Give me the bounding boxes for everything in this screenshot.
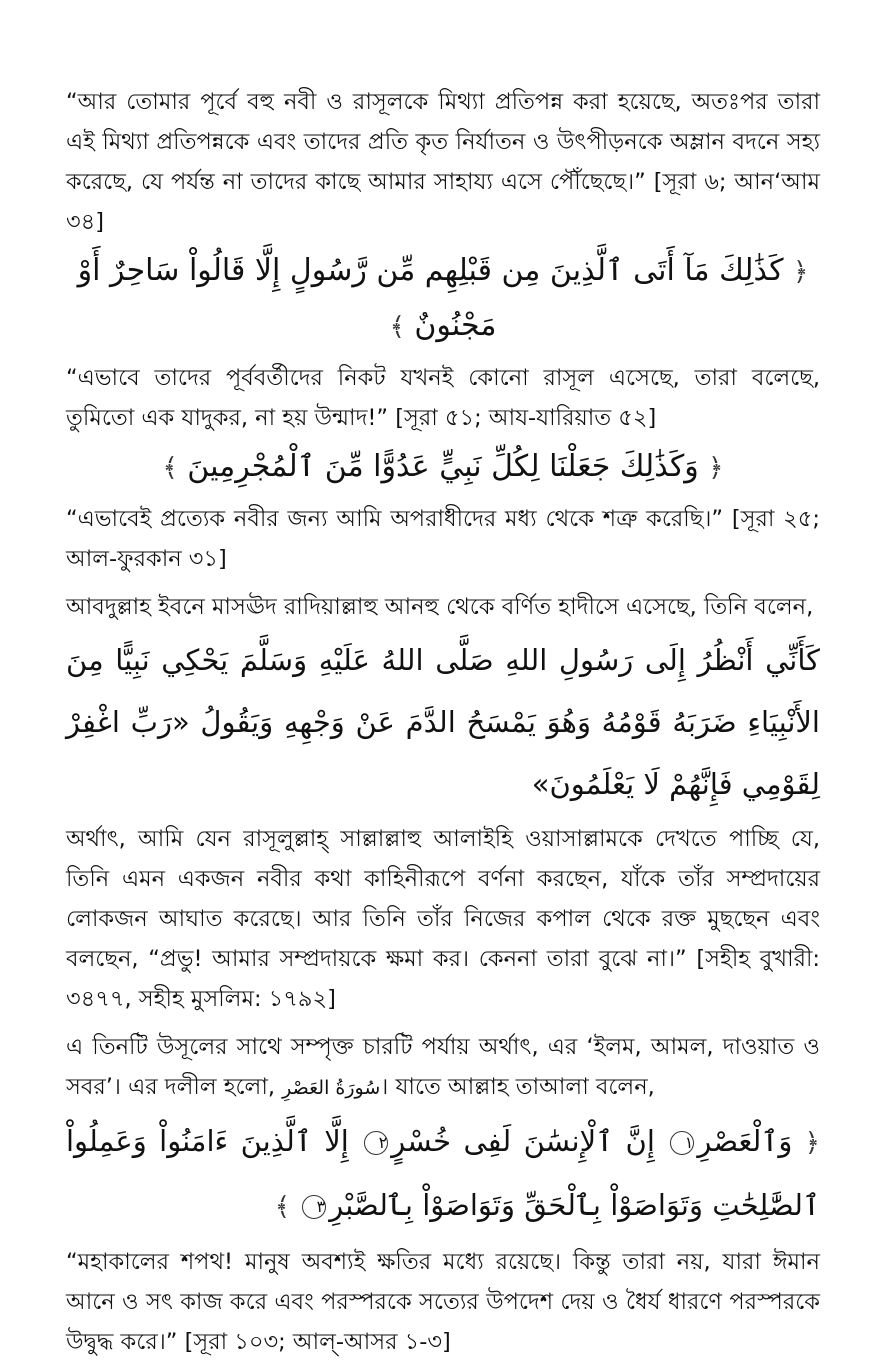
paragraph-6a: এ তিনটি উসূলের সাথে সম্পৃক্ত চারটি পর্যায় অর্থাৎ, এর ‘ইলম, আমল, দাওয়াত ও সবর’। এর দলীল হলো, — [66, 1034, 820, 1100]
ayah-1-text: كَذَٰلِكَ مَآ أَتَى ٱلَّذِينَ مِن قَبْلِهِم مِّن رَّسُولٍ إِلَّا قَالُواْ سَاحِرٌ أَوْ مَجْنُونٌ — [77, 253, 784, 343]
ayah-2 — [66, 440, 820, 495]
ornament-close: ﴾ — [162, 453, 178, 483]
hadith-arabic: كَأَنِّي أَنْظُرُ إِلَى رَسُولِ اللهِ صَلَّى اللهُ عَلَيْهِ وَسَلَّمَ يَحْكِي نَبِيًّا مِنَ الأَنْبِيَاءِ ضَرَبَهُ قَوْمُهُ وَهُوَ يَمْسَحُ الدَّمَ عَنْ وَجْهِهِ وَيَقُولُ «رَبِّ اغْفِرْ لِقَوْمِي فَإِنَّهُمْ لَا يَعْلَمُونَ» — [66, 643, 820, 801]
paragraph-7: “মহাকালের শপথ! মানুষ অবশ্যই ক্ষতির মধ্যে রয়েছে। কিন্তু তারা নয়, যারা ঈমান আনে ও সৎ কাজ করে এবং পরস্পরকে সত্যের উপদেশ দেয় ও ধৈর্য ধারণে পরস্পরকে উদ্বুদ্ধ করে।” [সূরা ১০৩; আল্-আসর ১-৩] — [66, 1249, 820, 1355]
ornament-open: ﴿ — [804, 1128, 821, 1158]
paragraph-2: “এভাবে তাদের পূর্ববর্তীদের নিকট যখনই কোনো রাসূল এসেছে, তারা বলেছে, তুমিতো এক যাদুকর, না হয় উন্মাদ!” [সূরা ৫১; আয-যারিয়াত ৫২] — [66, 365, 820, 431]
surah-asr-name: سُورَةُ العَصْرِ — [282, 1077, 381, 1099]
paragraph-5: অর্থাৎ, আমি যেন রাসূলুল্লাহ্ সাল্লাল্লাহু আলাইহি ওয়াসাল্লামকে দেখতে পাচ্ছি যে, তিনি এমন একজন নবীর কথা কাহিনীরূপে বর্ণনা করছেন, যাঁকে তাঁর সম্প্রদায়ের লোকজন আঘাত করেছে। আর তিনি তাঁর নিজের কপাল থেকে রক্ত মুছছেন এবং বলছেন, “প্রভু! আমার সম্প্রদায়কে ক্ষমা কর। কেননা তারা বুঝে না।” [সহীহ বুখারী: ৩৪৭৭, সহীহ মুসলিম: ১৭৯২] — [66, 826, 820, 1012]
verse-number-3: ٣ — [302, 1195, 326, 1219]
ayah-1 — [66, 244, 820, 354]
paragraph-1: “আর তোমার পূর্বে বহু নবী ও রাসূলকে মিথ্যা প্রতিপন্ন করা হয়েছে, অতঃপর তারা এই মিথ্যা প্রতিপন্নকে এবং তাদের প্রতি কৃত নির্যাতন ও উৎপীড়নকে অম্লান বদনে সহ্য করেছে, যে পর্যন্ত না তাদের কাছে আমার সাহায্য এসে পৌঁছেছে।” [সূরা ৬; আন‘আম ৩৪] — [66, 89, 820, 235]
paragraph-3: “এভাবেই প্রত্যেক নবীর জন্য আমি অপরাধীদের মধ্য থেকে শত্রু করেছি।” [সূরা ২৫; আল-ফুরকান ৩১] — [66, 506, 820, 572]
ornament-close: ﴾ — [274, 1192, 290, 1222]
paragraph-6b: । যাতে আল্লাহ তাআলা বলেন, — [380, 1074, 655, 1100]
ayah-2-text: وَكَذَٰلِكَ جَعَلْنَا لِكُلِّ نَبِيٍّ عَدُوًّا مِّنَ ٱلْمُجْرِمِينَ — [187, 449, 699, 484]
asr-verse-3: إِلَّا ٱلَّذِينَ ءَامَنُواْ وَعَمِلُواْ ٱلصَّٰلِحَٰتِ وَتَوَاصَوْاْ بِٱلْحَقِّ وَتَوَاصَوْاْ بِٱلصَّبْرِ — [66, 1124, 820, 1222]
paragraph-4: আবদুল্লাহ ইবনে মাসঊদ রাদিয়াল্লাহু আনহু থেকে বর্ণিত হাদীসে এসেছে, তিনি বলেন, — [66, 594, 814, 620]
paragraph-6 — [66, 1027, 820, 1108]
ornament-open: ﴿ — [708, 453, 724, 483]
ornament-close: ﴾ — [389, 312, 405, 342]
ornament-open: ﴿ — [793, 257, 809, 287]
asr-verse-1: وَٱلْعَصْرِ — [697, 1124, 793, 1158]
verse-number-2: ٢ — [364, 1131, 388, 1155]
surah-asr — [66, 1110, 820, 1238]
verse-number-1: ١ — [670, 1131, 694, 1155]
asr-verse-2: إِنَّ ٱلْإِنسَٰنَ لَفِى خُسْرٍ — [391, 1124, 655, 1158]
